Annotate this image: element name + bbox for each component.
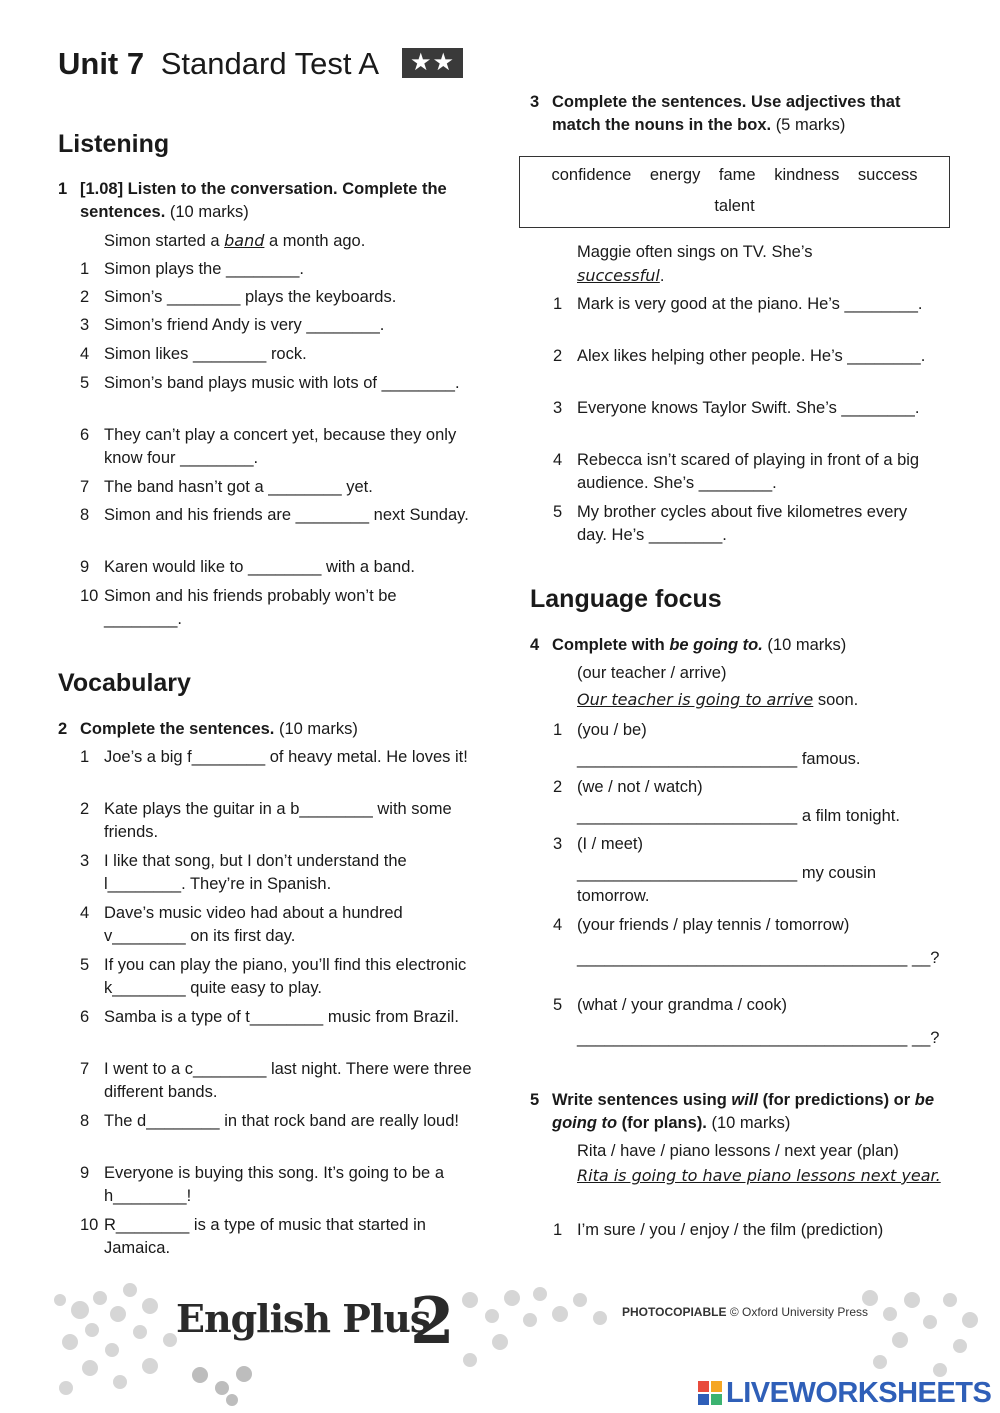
item-prompt: (your friends / play tennis / tomorrow) [577, 916, 850, 934]
item-text: The band hasn’t got a ________ yet. [104, 478, 373, 496]
item-text: If you can play the piano, you’ll find this electronic k________ quite easy to play. [104, 956, 467, 997]
item-number: 2 [80, 800, 90, 818]
q4-number: 4 [530, 636, 540, 654]
item-text: R________ is a type of music that started in Jamaica. [104, 1216, 426, 1257]
q4-instruction-italic: be going to. [669, 636, 763, 654]
item-prompt: (we / not / watch) [577, 778, 703, 796]
item-text: Dave’s music video had about a hundred v________ on its first day. [104, 904, 403, 945]
item-number: 5 [553, 503, 563, 521]
list-item [80, 556, 470, 579]
q3-example [553, 241, 943, 288]
item-number: 5 [553, 996, 563, 1014]
liveworksheets-icon [698, 1381, 722, 1405]
list-item [80, 372, 470, 395]
list-item [80, 954, 475, 1000]
item-number: 1 [80, 260, 90, 278]
item-text: Samba is a type of t________ music from Brazil. [104, 1008, 459, 1026]
q1-example-post: a month ago. [264, 232, 366, 250]
item-number: 4 [80, 904, 90, 922]
q4-item [553, 833, 943, 908]
q1-example [80, 229, 480, 253]
item-prompt: (you / be) [577, 721, 647, 739]
item-number: 4 [80, 345, 90, 363]
list-item [80, 258, 470, 281]
q3-marks: (5 marks) [775, 116, 846, 134]
q5-instruction-a: Write sentences using [552, 1091, 732, 1109]
q5-instruction-c: (for plans). [617, 1114, 707, 1132]
item-text: Kate plays the guitar in a b________ with some friends. [104, 800, 452, 841]
list-item [553, 397, 938, 420]
q5-example-prompt: Rita / have / piano lessons / next year (plan) [577, 1142, 899, 1160]
language-focus-heading: Language focus [530, 585, 722, 613]
item-number: 1 [553, 721, 563, 739]
q1-example-pre: Simon started a [104, 232, 225, 250]
list-item [80, 1006, 475, 1029]
english-plus-logo: English Plus [176, 1296, 431, 1341]
q3-instruction-text: Complete the sentences. Use adjectives that match the nouns in the box. [552, 93, 901, 134]
list-item [80, 504, 470, 527]
item-number: 5 [80, 374, 90, 392]
list-item [80, 476, 470, 499]
answer-line[interactable]: ________________________ famous. [577, 750, 861, 768]
list-item [80, 902, 475, 948]
difficulty-stars: ★★ [402, 48, 463, 78]
copyright-text: © Oxford University Press [729, 1305, 869, 1319]
item-number: 3 [80, 852, 90, 870]
q5-example-answer: Rita is going to have piano lessons next year. [577, 1166, 941, 1185]
q5-instruction-going: be going to [552, 1091, 935, 1132]
list-item [80, 314, 470, 337]
item-number: 1 [80, 748, 90, 766]
item-number: 3 [553, 399, 563, 417]
item-number: 4 [553, 916, 563, 934]
q5-instruction [530, 1089, 950, 1135]
q3-number: 3 [530, 93, 540, 111]
word-box-item: fame [718, 166, 756, 184]
item-text: I went to a c________ last night. There were three different bands. [104, 1060, 472, 1101]
item-number: 5 [80, 956, 90, 974]
q5-marks: (10 marks) [711, 1114, 791, 1132]
listening-heading: Listening [58, 130, 170, 158]
q1-instruction [58, 178, 478, 224]
item-number: 2 [553, 347, 563, 365]
item-text: Karen would like to ________ with a band. [104, 558, 415, 576]
q5-item [553, 1219, 943, 1242]
q5-item-text: I’m sure / you / enjoy / the film (prediction) [577, 1221, 884, 1239]
unit-label: Unit 7 [58, 46, 145, 81]
item-text: Simon plays the ________. [104, 260, 304, 278]
q1-number: 1 [58, 180, 68, 198]
word-box-item: confidence [551, 166, 632, 184]
item-text: The d________ in that rock band are really loud! [104, 1112, 459, 1130]
q4-item [553, 719, 943, 771]
item-text: Simon’s band plays music with lots of ________. [104, 374, 460, 392]
q1-marks: (10 marks) [169, 203, 249, 221]
item-text: Simon’s ________ plays the keyboards. [104, 288, 397, 306]
item-text: Simon likes ________ rock. [104, 345, 307, 363]
q4-marks: (10 marks) [767, 636, 847, 654]
list-item [80, 1110, 475, 1133]
q4-item [553, 776, 943, 828]
item-number: 3 [80, 316, 90, 334]
q4-example [553, 662, 943, 715]
liveworksheets-watermark: LIVEWORKSHEETS [726, 1377, 992, 1409]
q2-marks: (10 marks) [278, 720, 358, 738]
item-number: 6 [80, 1008, 90, 1026]
test-title: Standard Test A [160, 46, 378, 81]
item-number: 7 [80, 478, 90, 496]
item-number: 3 [553, 835, 563, 853]
page-title [58, 46, 463, 82]
item-number: 9 [80, 558, 90, 576]
item-text: Joe’s a big f________ of heavy metal. He loves it! [104, 748, 468, 766]
list-item [80, 1214, 475, 1260]
q4-instruction-pre: Complete with [552, 636, 670, 654]
item-prompt: (I / meet) [577, 835, 644, 853]
q4-item [553, 914, 943, 970]
item-text: Everyone knows Taylor Swift. She’s ________. [577, 399, 920, 417]
item-number: 10 [80, 587, 99, 605]
item-text: Simon’s friend Andy is very ________. [104, 316, 385, 334]
item-number: 8 [80, 1112, 90, 1130]
list-item [80, 424, 470, 470]
q5-instruction-will: will [731, 1091, 759, 1109]
item-number: 2 [553, 778, 563, 796]
list-item [80, 1058, 475, 1104]
word-box [519, 156, 950, 228]
list-item [80, 343, 470, 366]
q3-example-pre: Maggie often sings on TV. She’s [577, 243, 813, 261]
q4-item [553, 994, 943, 1050]
item-text: Simon and his friends are ________ next Sunday. [104, 506, 469, 524]
q4-example-prompt: (our teacher / arrive) [577, 664, 727, 682]
q3-instruction [530, 91, 950, 137]
item-number: 6 [80, 426, 90, 444]
q4-instruction [530, 634, 950, 657]
word-box-item: success [857, 166, 918, 184]
list-item [553, 345, 938, 368]
photocopiable-label: PHOTOCOPIABLE [622, 1305, 727, 1319]
q4-example-post: soon. [813, 691, 859, 709]
q3-example-post: . [659, 267, 665, 285]
list-item [80, 850, 475, 896]
q2-instruction-text: Complete the sentences. [80, 720, 275, 738]
list-item [80, 286, 470, 309]
item-text: My brother cycles about five kilometres every day. He’s ________. [577, 503, 908, 544]
photocopiable-note [622, 1305, 868, 1319]
q5-example [553, 1140, 943, 1188]
vocabulary-heading: Vocabulary [58, 669, 191, 697]
item-number: 4 [553, 451, 563, 469]
list-item [553, 501, 938, 547]
list-item [80, 585, 470, 631]
item-number: 10 [80, 1216, 99, 1234]
q1-example-answer: band [224, 231, 265, 250]
item-text: Simon and his friends probably won’t be ________. [104, 587, 397, 628]
q3-example-answer: successful [577, 266, 660, 285]
item-text: Rebecca isn’t scared of playing in front of a big audience. She’s ________. [577, 451, 920, 492]
q2-number: 2 [58, 720, 68, 738]
list-item [553, 449, 938, 495]
list-item [80, 798, 475, 844]
item-number: 7 [80, 1060, 90, 1078]
word-box-item: kindness [774, 166, 840, 184]
q5-instruction-b: (for predictions) or [758, 1091, 915, 1109]
answer-line[interactable]: ____________________________________ __? [577, 949, 940, 967]
q1-instruction-text: [1.08] Listen to the conversation. Complete the sentences. [80, 180, 447, 221]
list-item [80, 746, 475, 769]
item-text: Mark is very good at the piano. He’s ________. [577, 295, 923, 313]
item-number: 2 [80, 288, 90, 306]
list-item [553, 293, 938, 316]
word-box-item: talent [714, 197, 755, 215]
item-text: I like that song, but I don’t understand the l________. They’re in Spanish. [104, 852, 407, 893]
answer-line[interactable]: ____________________________________ __? [577, 1029, 940, 1047]
answer-line[interactable]: ________________________ my cousin tomorrow. [577, 864, 877, 905]
q5-item-number: 1 [553, 1221, 563, 1239]
item-text: They can’t play a concert yet, because they only know four ________. [104, 426, 457, 467]
list-item [80, 1162, 475, 1208]
item-number: 1 [553, 295, 563, 313]
item-prompt: (what / your grandma / cook) [577, 996, 788, 1014]
word-box-item: energy [649, 166, 701, 184]
item-text: Everyone is buying this song. It’s going to be a h________! [104, 1164, 444, 1205]
q4-example-answer: Our teacher is going to arrive [577, 690, 814, 709]
q2-instruction [58, 718, 478, 741]
q5-number: 5 [530, 1091, 540, 1109]
item-number: 8 [80, 506, 90, 524]
item-number: 9 [80, 1164, 90, 1182]
english-plus-level: 2 [410, 1284, 455, 1359]
answer-line[interactable]: ________________________ a film tonight. [577, 807, 900, 825]
item-text: Alex likes helping other people. He’s ________. [577, 347, 926, 365]
